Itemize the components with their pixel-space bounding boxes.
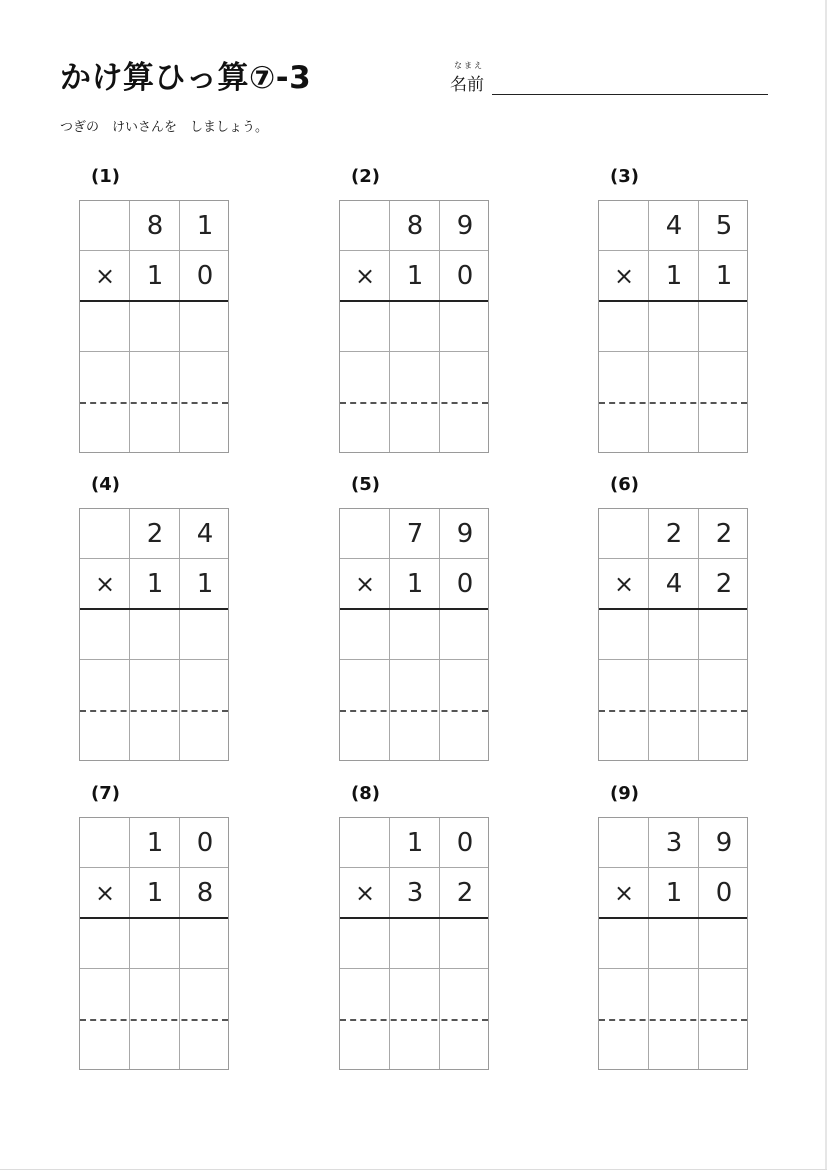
multiplier-tens: 3 xyxy=(406,878,424,908)
multiply-sign: × xyxy=(613,879,635,907)
multiply-sign: × xyxy=(613,570,635,598)
multiply-sign: × xyxy=(94,262,116,290)
multiplicand-ones: 9 xyxy=(715,828,733,858)
problem-label: (9) xyxy=(610,783,639,804)
multiplicand-tens: 8 xyxy=(406,211,424,241)
answer-grid[interactable] xyxy=(79,508,229,761)
multiplicand-ones: 9 xyxy=(456,211,474,241)
multiplier-tens: 1 xyxy=(665,261,683,291)
answer-grid[interactable] xyxy=(339,508,489,761)
multiplier-tens: 1 xyxy=(406,569,424,599)
answer-grid[interactable] xyxy=(79,817,229,1070)
multiplicand-ones: 5 xyxy=(715,211,733,241)
multiplicand-ones: 4 xyxy=(196,519,214,549)
multiplicand-tens: 1 xyxy=(406,828,424,858)
page-title: かけ算ひっ算⑦-3 xyxy=(60,60,312,96)
answer-grid[interactable] xyxy=(339,817,489,1070)
problem-label: (4) xyxy=(91,474,120,495)
multiplier-ones: 0 xyxy=(456,569,474,599)
name-label: 名前 xyxy=(450,75,484,95)
answer-grid[interactable] xyxy=(79,200,229,453)
multiplier-ones: 2 xyxy=(456,878,474,908)
multiply-sign: × xyxy=(94,879,116,907)
name-ruby: なまえ xyxy=(454,61,484,70)
multiply-sign: × xyxy=(354,262,376,290)
answer-grid[interactable] xyxy=(598,508,748,761)
multiplier-tens: 1 xyxy=(146,569,164,599)
multiplicand-tens: 3 xyxy=(665,828,683,858)
multiplier-ones: 8 xyxy=(196,878,214,908)
problem-label: (3) xyxy=(610,166,639,187)
multiplicand-tens: 2 xyxy=(146,519,164,549)
multiplicand-ones: 1 xyxy=(196,211,214,241)
problem-label: (2) xyxy=(351,166,380,187)
multiplicand-ones: 0 xyxy=(196,828,214,858)
multiplier-tens: 4 xyxy=(665,569,683,599)
multiply-sign: × xyxy=(354,879,376,907)
multiplier-tens: 1 xyxy=(406,261,424,291)
multiply-sign: × xyxy=(613,262,635,290)
problem-label: (1) xyxy=(91,166,120,187)
multiplicand-ones: 0 xyxy=(456,828,474,858)
problem-label: (6) xyxy=(610,474,639,495)
multiplier-tens: 1 xyxy=(146,261,164,291)
multiply-sign: × xyxy=(94,570,116,598)
multiplier-ones: 2 xyxy=(715,569,733,599)
name-writing-line[interactable] xyxy=(492,94,768,95)
multiplicand-tens: 2 xyxy=(665,519,683,549)
problem-label: (5) xyxy=(351,474,380,495)
multiplicand-tens: 8 xyxy=(146,211,164,241)
multiplier-ones: 0 xyxy=(456,261,474,291)
multiplier-ones: 1 xyxy=(196,569,214,599)
answer-grid[interactable] xyxy=(598,200,748,453)
instruction-text: つぎの けいさんを しましょう。 xyxy=(60,120,269,135)
name-field[interactable] xyxy=(448,58,768,98)
multiplier-ones: 0 xyxy=(715,878,733,908)
multiplicand-tens: 4 xyxy=(665,211,683,241)
multiply-sign: × xyxy=(354,570,376,598)
multiplicand-ones: 9 xyxy=(456,519,474,549)
multiplier-ones: 0 xyxy=(196,261,214,291)
multiplicand-tens: 1 xyxy=(146,828,164,858)
multiplier-tens: 1 xyxy=(146,878,164,908)
problem-label: (8) xyxy=(351,783,380,804)
multiplier-ones: 1 xyxy=(715,261,733,291)
answer-grid[interactable] xyxy=(339,200,489,453)
multiplier-tens: 1 xyxy=(665,878,683,908)
answer-grid[interactable] xyxy=(598,817,748,1070)
problem-label: (7) xyxy=(91,783,120,804)
multiplicand-ones: 2 xyxy=(715,519,733,549)
multiplicand-tens: 7 xyxy=(406,519,424,549)
